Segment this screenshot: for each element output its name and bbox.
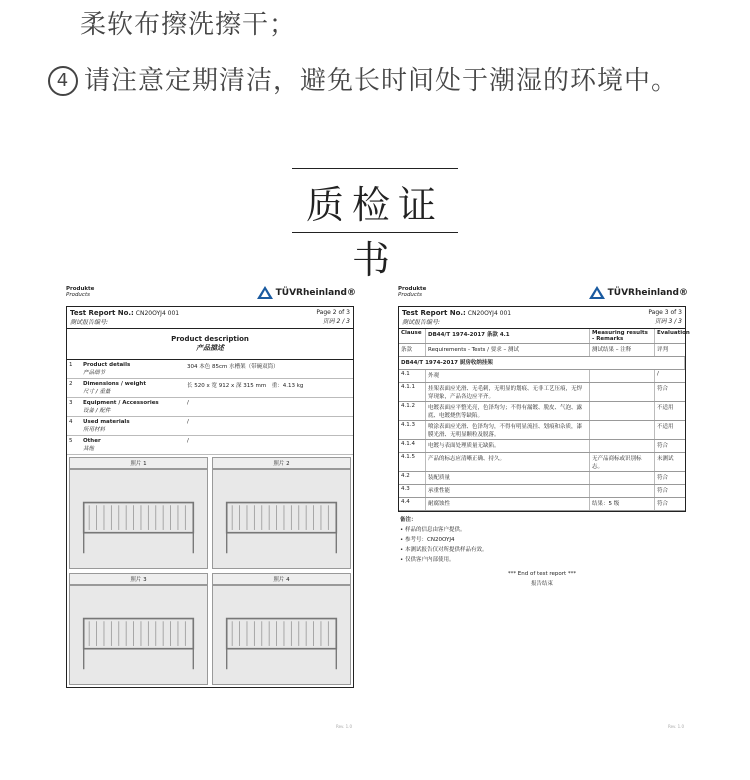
product-description-heading: Product description 产品描述 xyxy=(67,329,353,360)
clause: 4.1 xyxy=(399,370,426,382)
row-key-en: Equipment / Accessories xyxy=(83,400,159,406)
result: 结果：5 级 xyxy=(590,498,655,510)
product-row xyxy=(67,436,353,455)
requirement: 耐腐蚀性 xyxy=(426,498,590,510)
note-item: • 参考号：CN20OYJ4 xyxy=(400,537,455,543)
tuv-triangle-icon xyxy=(257,286,273,299)
row-number: 4 xyxy=(69,419,73,425)
note-item: • 仅供客户内部使用。 xyxy=(400,557,455,563)
intro-line-2 xyxy=(48,60,678,97)
tuv-triangle-icon xyxy=(589,286,605,299)
result: 无产品商标或识别标志。 xyxy=(590,453,655,471)
result xyxy=(590,383,655,401)
evaluation: 符合 xyxy=(657,386,669,392)
photo-caption: 照片 3 xyxy=(69,573,208,585)
notes: 备注： • 样品的信息由客户提供。 • 参考号：CN20OYJ4 • 本测试报告仅对所提供样品有效。 • 仅供客户内部使用。 *** End of test report *** 报告结束 xyxy=(392,512,692,592)
result xyxy=(590,421,655,439)
page-title: 质检证书 xyxy=(305,183,444,282)
product-photo xyxy=(69,469,208,569)
evaluation: 不适用 xyxy=(657,405,674,411)
requirement: 喷涂表面应光滑、色泽均匀，不得有明显流挂、划痕和杂质，漆膜光滑、无明显颗粒及脱落。 xyxy=(426,421,590,439)
photo-card xyxy=(69,457,208,569)
clause: 4.1.2 xyxy=(399,402,426,420)
test-row xyxy=(399,472,685,485)
result xyxy=(590,440,655,452)
row-key xyxy=(81,417,185,435)
certificate-page-3: Produkte Products TÜVRheinland® Test Report No.: CN20OYJ4 001 测试报告编号: Page 3 of 3 页码 3 / 3 Clause DB44/T 1974-2017 条款 4.1 Measuring results - Remarks Evaluation 条款 Requirements - Tests / 要求 – 测试 测试结果 – 注释 评判 DB44/T 1974-2017 厨房收纳挂架 4.1 外观 / 4.1.1 挂架表面应光滑、无毛刺，无明显的划痕、无非工艺压痕，无焊穿现象，产品各边应平齐。 符合 4.1.2 电镀表面应平整光亮，色泽均匀；不得有漏镀、脱皮、气泡、露底、电镀烧焦等缺陷。 不适用 4.1.3 喷涂表面应光滑、色泽均匀，不得有明显流挂、划痕和杂质，漆膜光滑、无明显颗粒及脱落。 不适用 4.1.4 电镀与表面处理质量无缺陷。 符合 4.1.5 产品的标志应清晰正确、持久。 无产品商标或识别标志。 未测试 4.2 装配质量 符合 4.3 承重性能 符合 4.4 耐腐蚀性 结果：5 级 符合 备注： • 样品的信息由客户提供。 • 参考号：CN20OYJ4 • 本测试报告仅对所提供样品有效。 • 仅供客户内部使用。 *** End of test report *** 报告结束 Rev. 1.0 xyxy=(392,282,692,717)
row-key-en: Product details xyxy=(83,362,131,368)
row-key-cn: 产品细节 xyxy=(83,370,106,376)
intro-line-2-text: 请注意定期清洁，避免长时间处于潮湿的环境中。 xyxy=(84,66,679,96)
requirement: 承重性能 xyxy=(426,485,590,497)
certificate-page-2: Produkte Products TÜVRheinland® Test Report No.: CN20OYJ4 001 测试报告编号: Page 2 of 3 页码 2 / 3 Product description 产品描述 1 Product details 产品细节 304 本色 85cm 水槽架（带碗双筒） 2 Dimensions / weight 尺寸 / 重量 长 520 x 宽 912 x 深 315 mm 重：4.13 kg 3 Equipment / Accessories 设备 / 配件 / 4 Used materials 所用材料 / 5 Other 其他 / 照片 1 照片 2 照片 3 照片 4 Rev. 1.0 xyxy=(60,282,360,717)
row-key-cn: 所用材料 xyxy=(83,427,106,433)
product-row xyxy=(67,398,353,417)
clause: 4.1.4 xyxy=(399,440,426,452)
photo-caption: 照片 4 xyxy=(212,573,351,585)
product-row xyxy=(67,417,353,436)
clause: 4.1.3 xyxy=(399,421,426,439)
row-value: 304 本色 85cm 水槽架（带碗双筒） xyxy=(187,364,279,370)
evaluation: / xyxy=(657,371,659,377)
evaluation: 符合 xyxy=(657,443,669,449)
product-photo xyxy=(212,585,351,685)
photo-card xyxy=(69,573,208,685)
requirement: 挂架表面应光滑、无毛刺，无明显的划痕、无非工艺压痕，无焊穿现象，产品各边应平齐。 xyxy=(426,383,590,401)
evaluation: 未测试 xyxy=(657,456,674,462)
test-row xyxy=(399,421,685,440)
product-row xyxy=(67,379,353,398)
photo-caption: 照片 1 xyxy=(69,457,208,469)
row-key-en: Used materials xyxy=(83,419,130,425)
test-row xyxy=(399,453,685,472)
clause: 4.4 xyxy=(399,498,426,510)
test-row xyxy=(399,370,685,383)
requirement: 装配质量 xyxy=(426,472,590,484)
tuv-logo: TÜVRheinland® xyxy=(589,286,688,299)
row-number: 1 xyxy=(69,362,73,368)
products-label: Produkte Products xyxy=(398,286,427,298)
row-key xyxy=(81,379,185,397)
evaluation: 不适用 xyxy=(657,424,674,430)
intro-line-1: 柔软布擦洗擦干； xyxy=(80,10,297,40)
clause: 4.3 xyxy=(399,485,426,497)
step-number: 4 xyxy=(48,66,78,96)
row-number: 5 xyxy=(69,438,73,444)
test-row xyxy=(399,485,685,498)
row-number: 2 xyxy=(69,381,73,387)
tuv-logo: TÜVRheinland® xyxy=(257,286,356,299)
row-value: / xyxy=(187,419,189,425)
evaluation: 符合 xyxy=(657,501,669,507)
result xyxy=(590,472,655,484)
result xyxy=(590,402,655,420)
test-row xyxy=(399,440,685,453)
test-row xyxy=(399,383,685,402)
row-key xyxy=(81,360,185,378)
evaluation: 符合 xyxy=(657,488,669,494)
product-photo xyxy=(212,469,351,569)
requirement: 电镀表面应平整光亮，色泽均匀；不得有漏镀、脱皮、气泡、露底、电镀烧焦等缺陷。 xyxy=(426,402,590,420)
result xyxy=(590,485,655,497)
row-value: / xyxy=(187,438,189,444)
clause: 4.1.1 xyxy=(399,383,426,401)
row-key-cn: 尺寸 / 重量 xyxy=(83,389,111,395)
test-row xyxy=(399,402,685,421)
row-key xyxy=(81,436,185,454)
result xyxy=(590,370,655,382)
row-key-cn: 设备 / 配件 xyxy=(83,408,111,414)
photo-card xyxy=(212,457,351,569)
requirement: 外观 xyxy=(426,370,590,382)
row-key-en: Dimensions / weight xyxy=(83,381,146,387)
products-label: Produkte Products xyxy=(66,286,95,298)
row-key-en: Other xyxy=(83,438,101,444)
photo-card xyxy=(212,573,351,685)
clause: 4.1.5 xyxy=(399,453,426,471)
row-value: / xyxy=(187,400,189,406)
requirement: 电镀与表面处理质量无缺陷。 xyxy=(426,440,590,452)
note-item: • 本测试报告仅对所提供样品有效。 xyxy=(400,547,488,553)
row-number: 3 xyxy=(69,400,73,406)
note-item: • 样品的信息由客户提供。 xyxy=(400,527,466,533)
title-rule-top xyxy=(292,168,458,169)
requirement: 产品的标志应清晰正确、持久。 xyxy=(426,453,590,471)
test-row xyxy=(399,498,685,511)
clause: 4.2 xyxy=(399,472,426,484)
row-value: 长 520 x 宽 912 x 深 315 mm 重：4.13 kg xyxy=(187,383,304,389)
evaluation: 符合 xyxy=(657,475,669,481)
title-rule-bottom xyxy=(292,232,458,233)
row-key xyxy=(81,398,185,416)
product-photo xyxy=(69,585,208,685)
product-row xyxy=(67,360,353,379)
photo-caption: 照片 2 xyxy=(212,457,351,469)
row-key-cn: 其他 xyxy=(83,446,95,452)
